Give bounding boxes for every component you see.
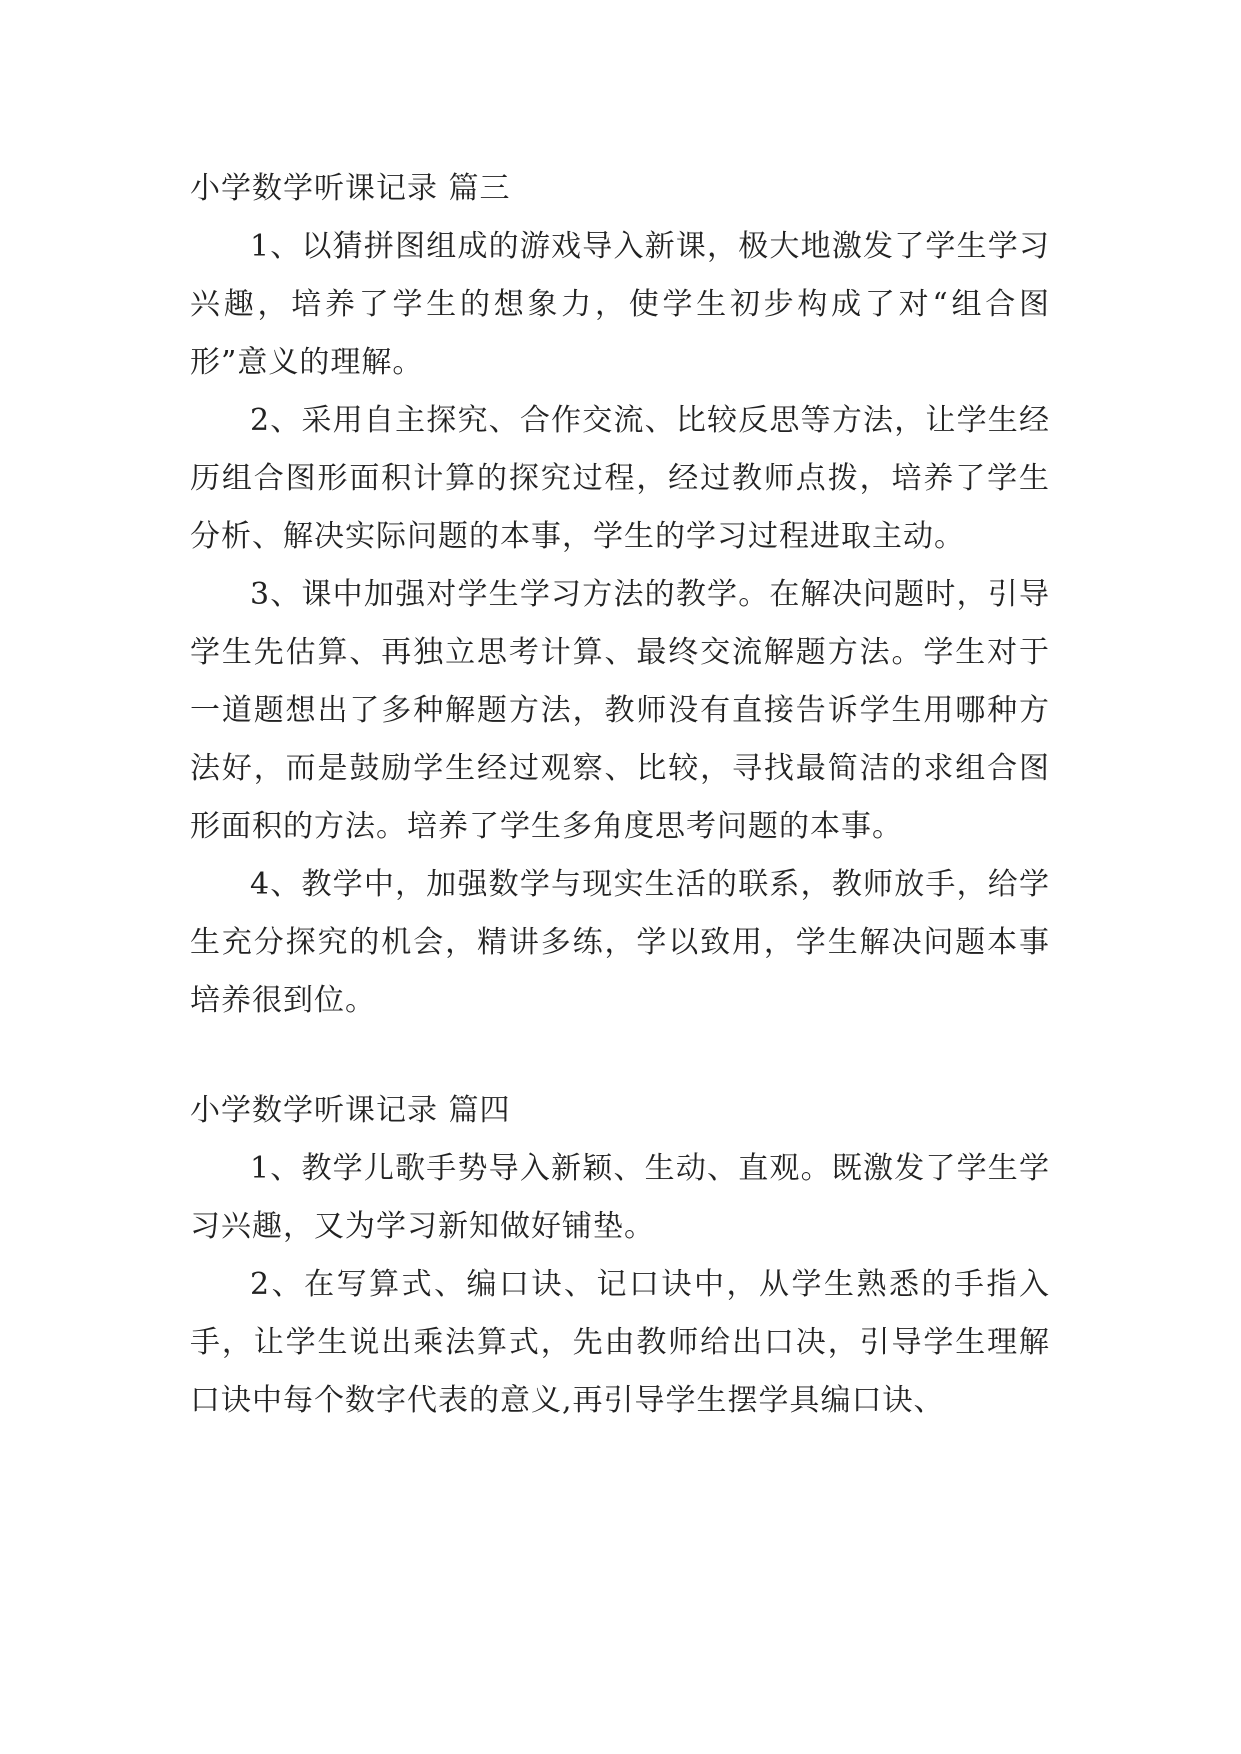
paragraph: 1、教学儿歌手势导入新颖、生动、直观。既激发了学生学习兴趣，又为学习新知做好铺垫。 xyxy=(190,1151,1050,1244)
document-body xyxy=(190,160,1050,1430)
paragraph: 1、以猜拼图组成的游戏导入新课，极大地激发了学生学习兴趣，培养了学生的想象力，使学生初步构成了对“组合图形”意义的理解。 xyxy=(190,229,1050,380)
paragraph: 3、课中加强对学生学习方法的教学。在解决问题时，引导学生先估算、再独立思考计算、最终交流解题方法。学生对于一道题想出了多种解题方法，教师没有直接告诉学生用哪种方法好，而是鼓励学生经过观察、比较，寻找最简洁的求组合图形面积的方法。培养了学生多角度思考问题的本事。 xyxy=(190,577,1050,844)
paragraph: 4、教学中，加强数学与现实生活的联系，教师放手，给学生充分探究的机会，精讲多练，学以致用，学生解决问题本事培养很到位。 xyxy=(190,867,1050,1018)
section-title: 小学数学听课记录 篇三 xyxy=(190,171,511,206)
paragraph: 2、采用自主探究、合作交流、比较反思等方法，让学生经历组合图形面积计算的探究过程，经过教师点拨，培养了学生分析、解决实际问题的本事，学生的学习过程进取主动。 xyxy=(190,403,1050,554)
section-gap xyxy=(190,1030,1050,1082)
section-title: 小学数学听课记录 篇四 xyxy=(190,1093,511,1128)
section-3 xyxy=(190,160,1050,1030)
paragraph: 2、在写算式、编口诀、记口诀中，从学生熟悉的手指入手，让学生说出乘法算式，先由教师给出口决，引导学生理解口诀中每个数字代表的意义,再引导学生摆学具编口诀、 xyxy=(190,1267,1050,1418)
section-4 xyxy=(190,1082,1050,1430)
